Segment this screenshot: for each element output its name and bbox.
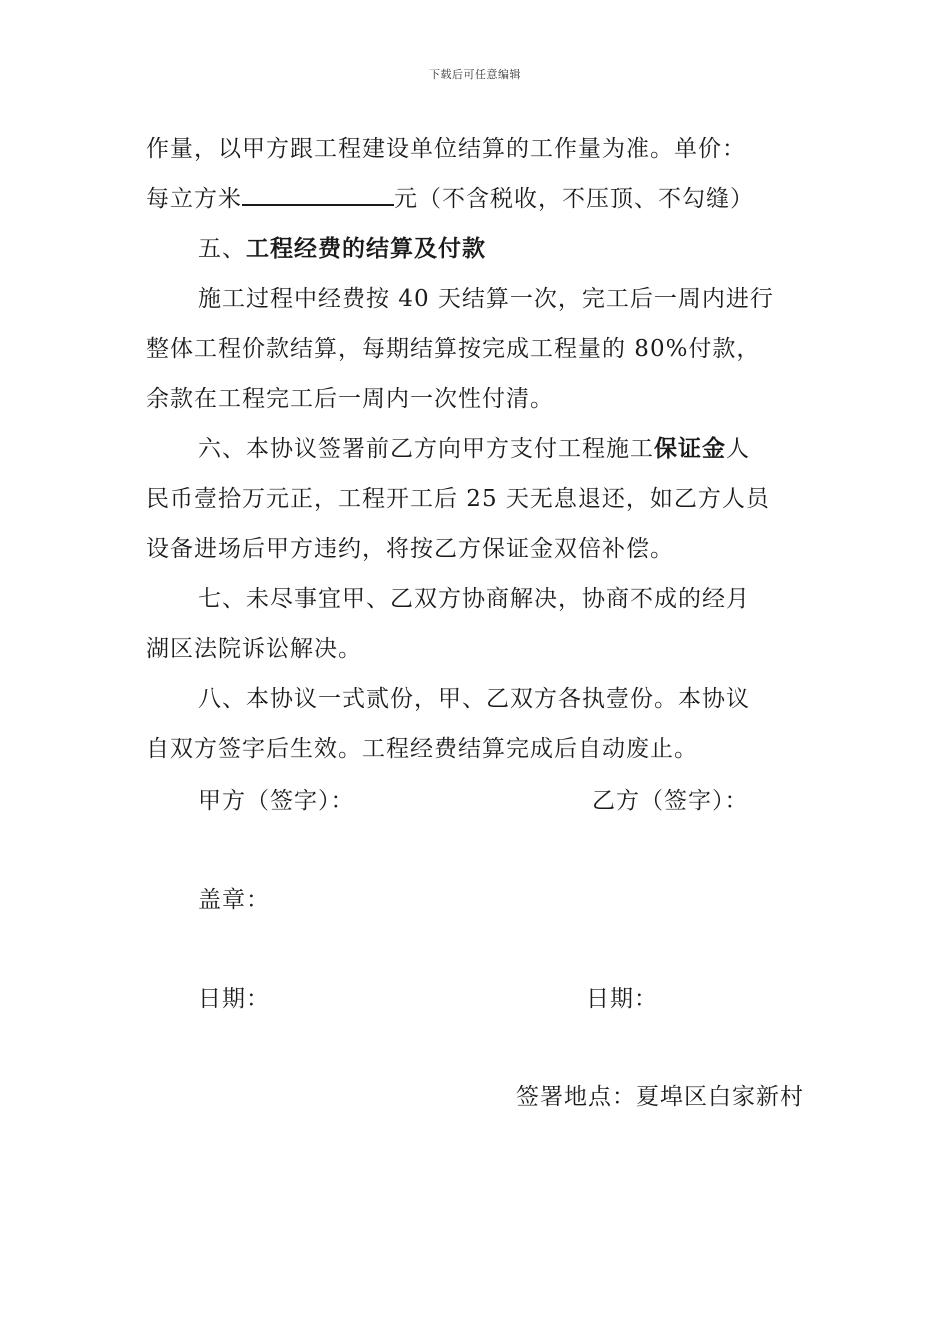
paragraph-7-line-2: 湖区法院诉讼解决。 [146, 636, 362, 662]
document-body [146, 124, 806, 774]
section-5-number: 五、 [198, 236, 246, 262]
paragraph-7-line-1: 七、未尽事宜甲、乙双方协商解决，协商不成的经月 [198, 586, 750, 612]
party-b-signature-label: 乙方（签字）： [592, 788, 749, 814]
page-header-note: 下载后可任意编辑 [429, 68, 521, 81]
paragraph-6-line-1 [146, 424, 806, 474]
signing-place: 签署地点：夏埠区白家新村 [516, 1084, 804, 1110]
paragraph-8-line-2: 自双方签字后生效。工程经费结算完成后自动废止。 [146, 736, 698, 762]
paragraph-8-line-1: 八、本协议一式贰份，甲、乙双方各执壹份。本协议 [198, 686, 750, 712]
paragraph-5-line-2: 整体工程价款结算，每期结算按完成工程量的 80%付款， [146, 336, 761, 362]
paragraph-4-line-2 [146, 174, 806, 224]
unit-price-prefix: 每立方米 [146, 186, 242, 212]
party-b-date-label: 日期： [586, 986, 658, 1012]
date-row [198, 980, 818, 1013]
paragraph-6-line-3: 设备进场后甲方违约，将按乙方保证金双倍补偿。 [146, 536, 674, 562]
seal-label: 盖章： [198, 887, 270, 913]
paragraph-6-text-b: 人 [726, 436, 750, 462]
signature-row [198, 782, 818, 815]
paragraph-6-line-2: 民币壹拾万元正，工程开工后 25 天无息退还，如乙方人员 [146, 486, 770, 512]
section-5-title: 工程经费的结算及付款 [246, 235, 486, 262]
unit-price-suffix: 元（不含税收，不压顶、不勾缝） [394, 186, 754, 212]
party-a-signature-label: 甲方（签字）： [198, 788, 355, 814]
seal-row [198, 881, 818, 914]
paragraph-5-line-3: 余款在工程完工后一周内一次性付清。 [146, 386, 554, 412]
paragraph-4-line-1: 作量，以甲方跟工程建设单位结算的工作量为准。单价： [146, 136, 746, 162]
section-5-heading [146, 224, 806, 274]
paragraph-6-text-a: 六、本协议签署前乙方向甲方支付工程施工 [198, 436, 654, 462]
party-a-date-label: 日期： [198, 986, 270, 1012]
deposit-term: 保证金 [654, 435, 726, 462]
paragraph-5-line-1: 施工过程中经费按 40 天结算一次，完工后一周内进行 [198, 286, 774, 312]
unit-price-blank [242, 182, 394, 206]
